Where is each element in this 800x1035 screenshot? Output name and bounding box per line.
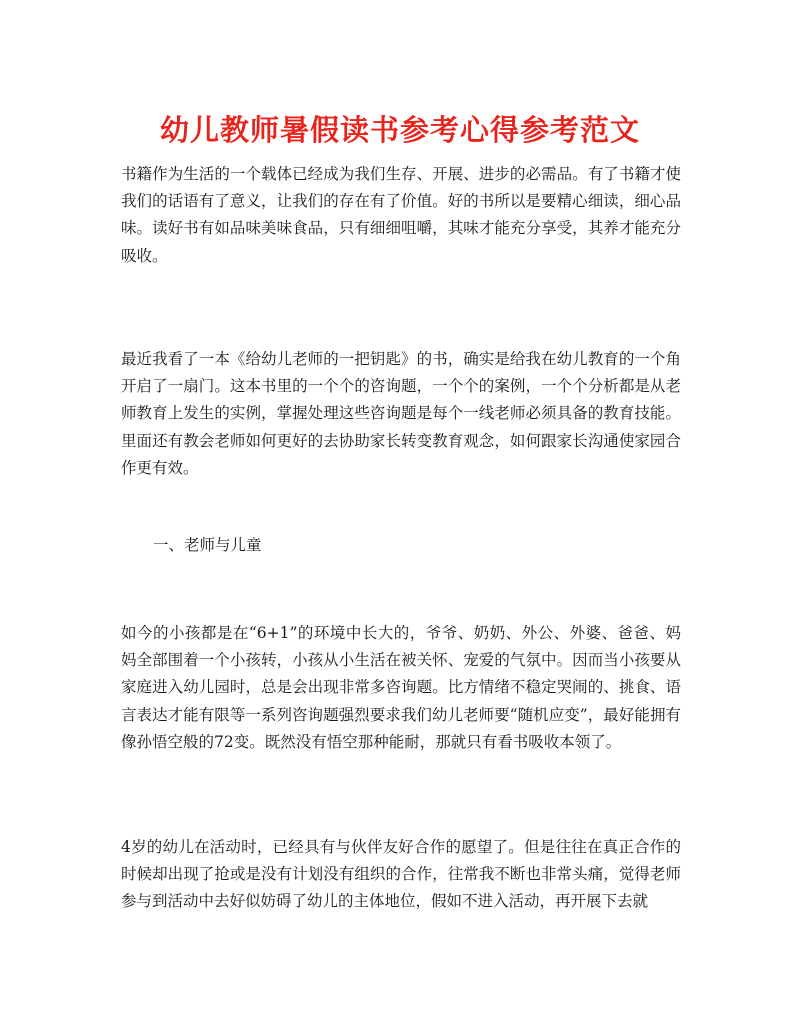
paragraph-cooperation: 4岁的幼儿在活动时，已经具有与伙伴友好合作的愿望了。但是往往在真正合作的时候却出现了抢或是没有计划没有组织的合作，往常我不断也非常头痛，觉得老师参与到活动中去好似妨碍了幼儿的主体地位，假如不进入活动，再开展下去就 bbox=[121, 838, 681, 911]
paragraph-book: 最近我看了一本《给幼儿老师的一把钥匙》的书，确实是给我在幼儿教育的一个角开启了一扇门。这本书里的一个个的咨询题，一个个的案例，一个个分析都是从老师教育上发生的实例，掌握处理这些咨询题是每个一线老师必须具备的教育技能。里面还有教会老师如何更好的去协助家长转变教育观念，如何跟家长沟通使家园合作更有效。 bbox=[121, 350, 681, 477]
paragraph-intro: 书籍作为生活的一个载体已经成为我们生存、开展、进步的必需品。有了书籍才使我们的话语有了意义，让我们的存在有了价值。好的书所以是要精心细读，细心品味。读好书有如品味美味食品，只有细细咀嚼，其味才能充分享受，其养才能充分吸收。 bbox=[121, 165, 681, 265]
paragraph-children: 如今的小孩都是在“6+1”的环境中长大的，爷爷、奶奶、外公、外婆、爸爸、妈妈全部围着一个小孩转，小孩从小生活在被关怀、宠爱的气氛中。因而当小孩要从家庭进入幼儿园时，总是会出现非常多咨询题。比方情绪不稳定哭闹的、挑食、语言表达才能有限等一系列咨询题强烈要求我们幼儿老师要“随机应变”，最好能拥有像孙悟空般的72变。既然没有悟空那种能耐，那就只有看书吸收本领了。 bbox=[121, 624, 681, 751]
document-title: 幼儿教师暑假读书参考心得参考范文 bbox=[159, 113, 640, 147]
section-heading: 一、老师与儿童 bbox=[153, 536, 262, 554]
